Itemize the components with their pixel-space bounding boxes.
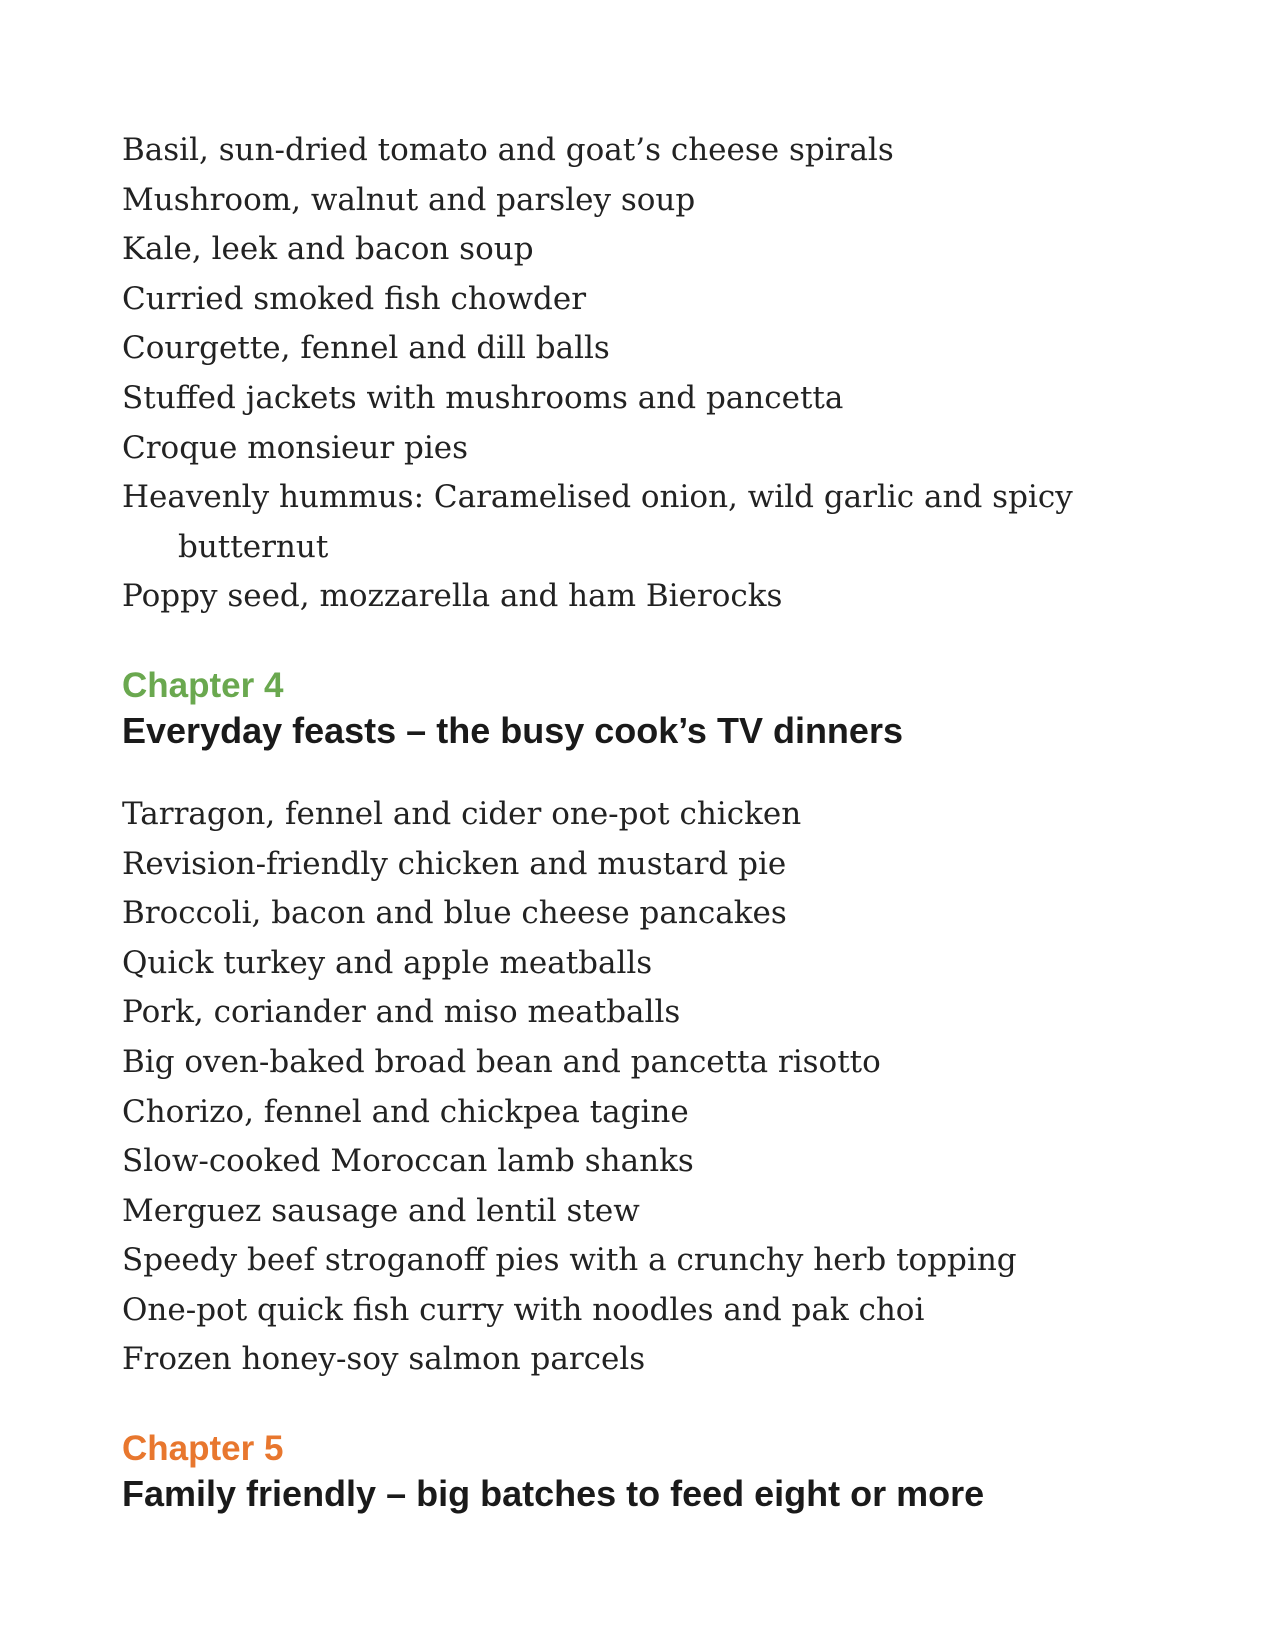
recipe-item: Slow-cooked Moroccan lamb shanks [122, 1143, 694, 1180]
recipe-item: Croque monsieur pies [122, 429, 469, 466]
recipe-item: Merguez sausage and lentil stew [122, 1192, 640, 1229]
recipe-list-chapter-3 [122, 126, 1182, 622]
contents-page [122, 126, 1182, 1553]
recipe-item: Frozen honey-soy salmon parcels [122, 1341, 646, 1378]
recipe-item: Broccoli, bacon and blue cheese pancakes [122, 895, 787, 932]
recipe-item: Basil, sun-dried tomato and goat’s cheese spirals [122, 132, 894, 168]
recipe-item: Big oven-baked broad bean and pancetta risotto [122, 1043, 881, 1080]
recipe-item: One-pot quick fish curry with noodles and pak choi [122, 1291, 925, 1328]
recipe-item: Pork, coriander and miso meatballs [122, 994, 681, 1031]
chapter-5-heading [122, 1427, 1182, 1517]
chapter-title: Everyday feasts – the busy cook’s TV dinners [122, 709, 903, 751]
recipe-item: Courgette, fennel and dill balls [122, 330, 610, 367]
chapter-title: Family friendly – big batches to feed eight or more [122, 1473, 985, 1515]
recipe-item: Chorizo, fennel and chickpea tagine [122, 1093, 689, 1130]
recipe-item: Revision-friendly chicken and mustard pie [122, 845, 787, 882]
recipe-item: Curried smoked fish chowder [122, 280, 587, 317]
recipe-item: Kale, leek and bacon soup [122, 231, 534, 268]
recipe-item: Mushroom, walnut and parsley soup [122, 181, 696, 218]
chapter-number: Chapter 5 [122, 1429, 284, 1469]
recipe-item: Stuffed jackets with mushrooms and pancetta [122, 379, 844, 416]
chapter-4-heading [122, 664, 1182, 754]
recipe-item: Heavenly hummus: Caramelised onion, wild garlic and spicy butternut [122, 479, 1073, 565]
recipe-list-chapter-4 [122, 790, 1182, 1385]
chapter-number: Chapter 4 [122, 665, 284, 705]
recipe-item: Quick turkey and apple meatballs [122, 944, 653, 981]
recipe-item: Tarragon, fennel and cider one-pot chicken [122, 795, 802, 832]
recipe-item: Speedy beef stroganoff pies with a crunchy herb topping [122, 1242, 1017, 1279]
recipe-item: Poppy seed, mozzarella and ham Bierocks [122, 578, 783, 615]
